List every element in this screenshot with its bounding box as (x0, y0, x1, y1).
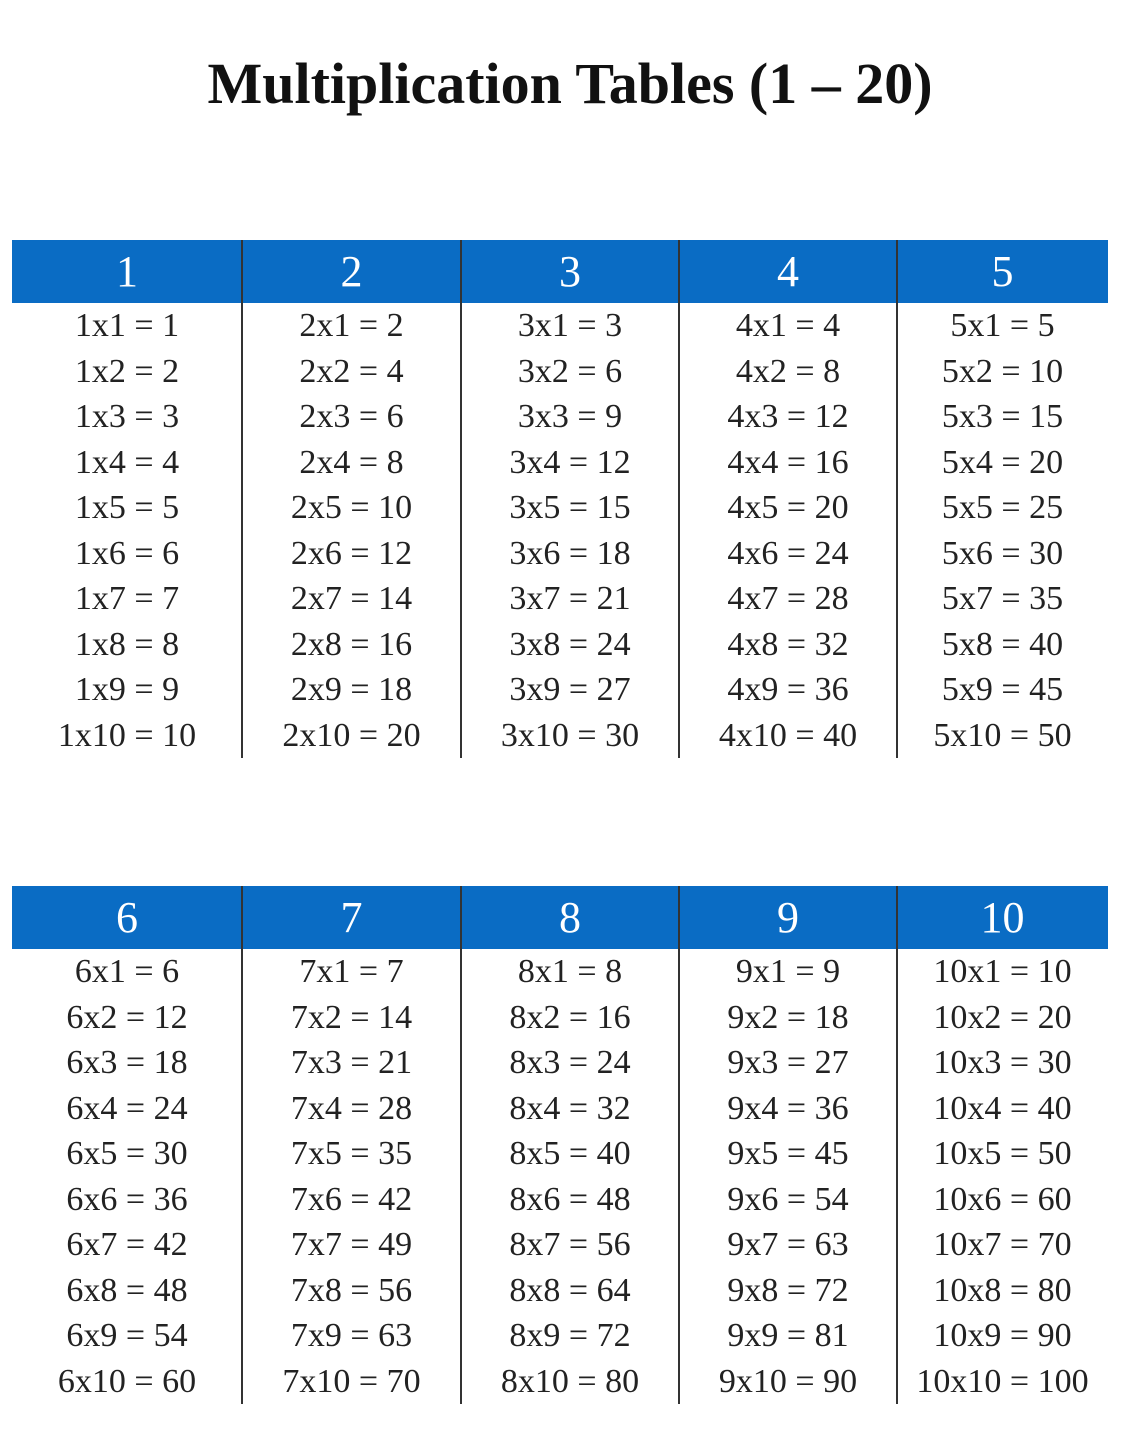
table-cell: 4x8 = 32 (727, 625, 849, 663)
column-header: 9 (777, 893, 799, 942)
table-cell: 10x4 = 40 (933, 1089, 1072, 1127)
table-cell: 8x9 = 72 (509, 1317, 631, 1354)
table-column (461, 240, 679, 758)
table-cell: 7x4 = 28 (290, 1089, 413, 1127)
column-header: 1 (116, 247, 138, 296)
table-cell: 9x2 = 18 (727, 998, 849, 1036)
table-cell: 9x10 = 90 (718, 1362, 858, 1400)
table-column (242, 886, 461, 1404)
table-cell: 10x7 = 70 (933, 1226, 1072, 1263)
table-cell: 5x7 = 35 (941, 580, 1064, 617)
table-cell: 7x7 = 49 (290, 1226, 413, 1263)
table-cell: 4x10 = 40 (718, 716, 858, 754)
table-column (12, 886, 242, 1404)
table-cell: 10x2 = 20 (933, 998, 1072, 1036)
table-cell: 4x4 = 16 (727, 443, 849, 481)
multiplication-table-6-to-10 (12, 886, 1108, 1406)
table-cell: 10x8 = 80 (933, 1271, 1072, 1309)
table-cell: 1x5 = 5 (74, 489, 180, 526)
column-header: 8 (559, 893, 581, 942)
table-cell: 8x5 = 40 (509, 1135, 631, 1172)
column-divider (678, 240, 680, 758)
table-cell: 10x3 = 30 (933, 1044, 1072, 1081)
table-cell: 3x7 = 21 (509, 580, 631, 617)
table-cell: 5x4 = 20 (941, 443, 1064, 481)
table-cell: 4x5 = 20 (727, 489, 849, 526)
table-cell: 1x10 = 10 (57, 716, 197, 754)
table-cell: 2x5 = 10 (290, 489, 413, 526)
table-cell: 10x5 = 50 (933, 1135, 1072, 1172)
table-cell: 1x4 = 4 (74, 443, 180, 481)
table-cell: 6x4 = 24 (66, 1089, 188, 1127)
table-cell: 2x1 = 2 (299, 307, 404, 344)
column-header: 4 (777, 247, 799, 296)
table-cell: 6x8 = 48 (66, 1271, 188, 1309)
table-cell: 6x7 = 42 (66, 1226, 188, 1263)
table-column (679, 886, 897, 1404)
table-cell: 8x8 = 64 (509, 1271, 631, 1309)
table-cell: 1x2 = 2 (74, 352, 180, 390)
table-cell: 6x9 = 54 (66, 1317, 188, 1354)
table-cell: 5x9 = 45 (941, 671, 1064, 708)
column-divider (460, 886, 462, 1404)
table-cell: 5x6 = 30 (941, 534, 1064, 572)
table-cell: 9x5 = 45 (727, 1135, 849, 1172)
table-cell: 7x3 = 21 (290, 1044, 413, 1081)
table-cell: 7x8 = 56 (290, 1271, 413, 1309)
table-cell: 7x9 = 63 (290, 1317, 413, 1354)
table-column (897, 886, 1108, 1404)
column-header: 6 (116, 893, 138, 942)
column-divider (241, 886, 243, 1404)
table-cell: 8x2 = 16 (509, 998, 631, 1036)
table-cell: 3x6 = 18 (509, 534, 631, 572)
table-cell: 5x8 = 40 (941, 625, 1064, 663)
table-cell: 6x3 = 18 (66, 1044, 188, 1081)
table-cell: 8x4 = 32 (509, 1089, 631, 1127)
table-cell: 6x1 = 6 (74, 953, 180, 990)
table-cell: 2x7 = 14 (290, 580, 413, 617)
table-cell: 7x5 = 35 (290, 1135, 413, 1172)
table-cell: 4x7 = 28 (727, 580, 849, 617)
table-cell: 1x6 = 6 (74, 534, 180, 572)
table-cell: 2x8 = 16 (290, 625, 413, 663)
column-header: 7 (340, 893, 363, 942)
table-cell: 2x6 = 12 (290, 534, 413, 572)
column-header: 2 (340, 247, 363, 296)
table-cell: 4x1 = 4 (735, 307, 841, 344)
table-cell: 5x5 = 25 (941, 489, 1064, 526)
column-header: 10 (980, 893, 1025, 942)
table-cell: 4x3 = 12 (727, 398, 849, 435)
table-cell: 7x2 = 14 (290, 998, 413, 1036)
table-cell: 3x10 = 30 (500, 716, 640, 754)
table-cell: 8x10 = 80 (500, 1362, 640, 1400)
table-cell: 2x2 = 4 (299, 352, 404, 390)
column-divider (241, 240, 243, 758)
table-column (897, 240, 1108, 758)
table-cell: 3x2 = 6 (517, 352, 623, 390)
table-cell: 1x1 = 1 (74, 307, 180, 344)
table-cell: 3x8 = 24 (509, 625, 631, 663)
table-cell: 4x6 = 24 (727, 534, 849, 572)
multiplication-table-1-to-5 (12, 240, 1108, 760)
table-cell: 10x1 = 10 (933, 953, 1072, 990)
table-cell: 5x1 = 5 (950, 307, 1055, 344)
table-column (679, 240, 897, 758)
table-cell: 5x3 = 15 (941, 398, 1064, 435)
table-cell: 8x1 = 8 (517, 953, 623, 990)
table-cell: 9x1 = 9 (735, 953, 841, 990)
table-column (242, 240, 461, 758)
table-cell: 10x9 = 90 (933, 1317, 1072, 1354)
column-header: 3 (559, 247, 581, 296)
table-cell: 8x7 = 56 (509, 1226, 631, 1263)
table-cell: 9x3 = 27 (727, 1044, 849, 1081)
table-column (12, 240, 242, 758)
table-cell: 3x9 = 27 (509, 671, 631, 708)
table-cell: 3x3 = 9 (517, 398, 623, 435)
table-cell: 6x10 = 60 (57, 1362, 197, 1400)
table-cell: 7x6 = 42 (290, 1180, 413, 1218)
column-divider (896, 886, 898, 1404)
table-cell: 2x4 = 8 (299, 443, 404, 481)
table-cell: 6x6 = 36 (66, 1180, 188, 1218)
table-cell: 1x8 = 8 (74, 625, 180, 663)
table-cell: 5x10 = 50 (933, 716, 1072, 754)
table-cell: 7x10 = 70 (282, 1362, 421, 1400)
table-cell: 1x3 = 3 (74, 398, 180, 435)
table-column (461, 886, 679, 1404)
table-cell: 9x9 = 81 (727, 1317, 849, 1354)
table-cell: 8x6 = 48 (509, 1180, 631, 1218)
table-cell: 6x5 = 30 (66, 1135, 188, 1172)
page-title: Multiplication Tables (1 – 20) (207, 51, 933, 116)
column-divider (460, 240, 462, 758)
table-cell: 2x3 = 6 (299, 398, 404, 435)
table-cell: 3x5 = 15 (509, 489, 631, 526)
table-cell: 8x3 = 24 (509, 1044, 631, 1081)
table-cell: 3x4 = 12 (509, 443, 631, 481)
table-cell: 10x10 = 100 (916, 1362, 1089, 1400)
table-cell: 4x9 = 36 (727, 671, 849, 708)
table-cell: 9x8 = 72 (727, 1271, 849, 1309)
table-cell: 10x6 = 60 (933, 1180, 1072, 1218)
table-cell: 4x2 = 8 (735, 352, 841, 390)
table-cell: 3x1 = 3 (517, 307, 623, 344)
table-cell: 7x1 = 7 (299, 953, 404, 990)
table-cell: 5x2 = 10 (941, 352, 1064, 390)
table-cell: 9x4 = 36 (727, 1089, 849, 1127)
table-cell: 1x9 = 9 (74, 671, 180, 708)
column-header: 5 (991, 247, 1014, 296)
table-cell: 2x9 = 18 (290, 671, 413, 708)
table-cell: 9x6 = 54 (727, 1180, 849, 1218)
table-cell: 1x7 = 7 (74, 580, 180, 617)
table-cell: 9x7 = 63 (727, 1226, 849, 1263)
table-cell: 2x10 = 20 (282, 716, 421, 754)
column-divider (678, 886, 680, 1404)
table-cell: 6x2 = 12 (66, 998, 188, 1036)
column-divider (896, 240, 898, 758)
